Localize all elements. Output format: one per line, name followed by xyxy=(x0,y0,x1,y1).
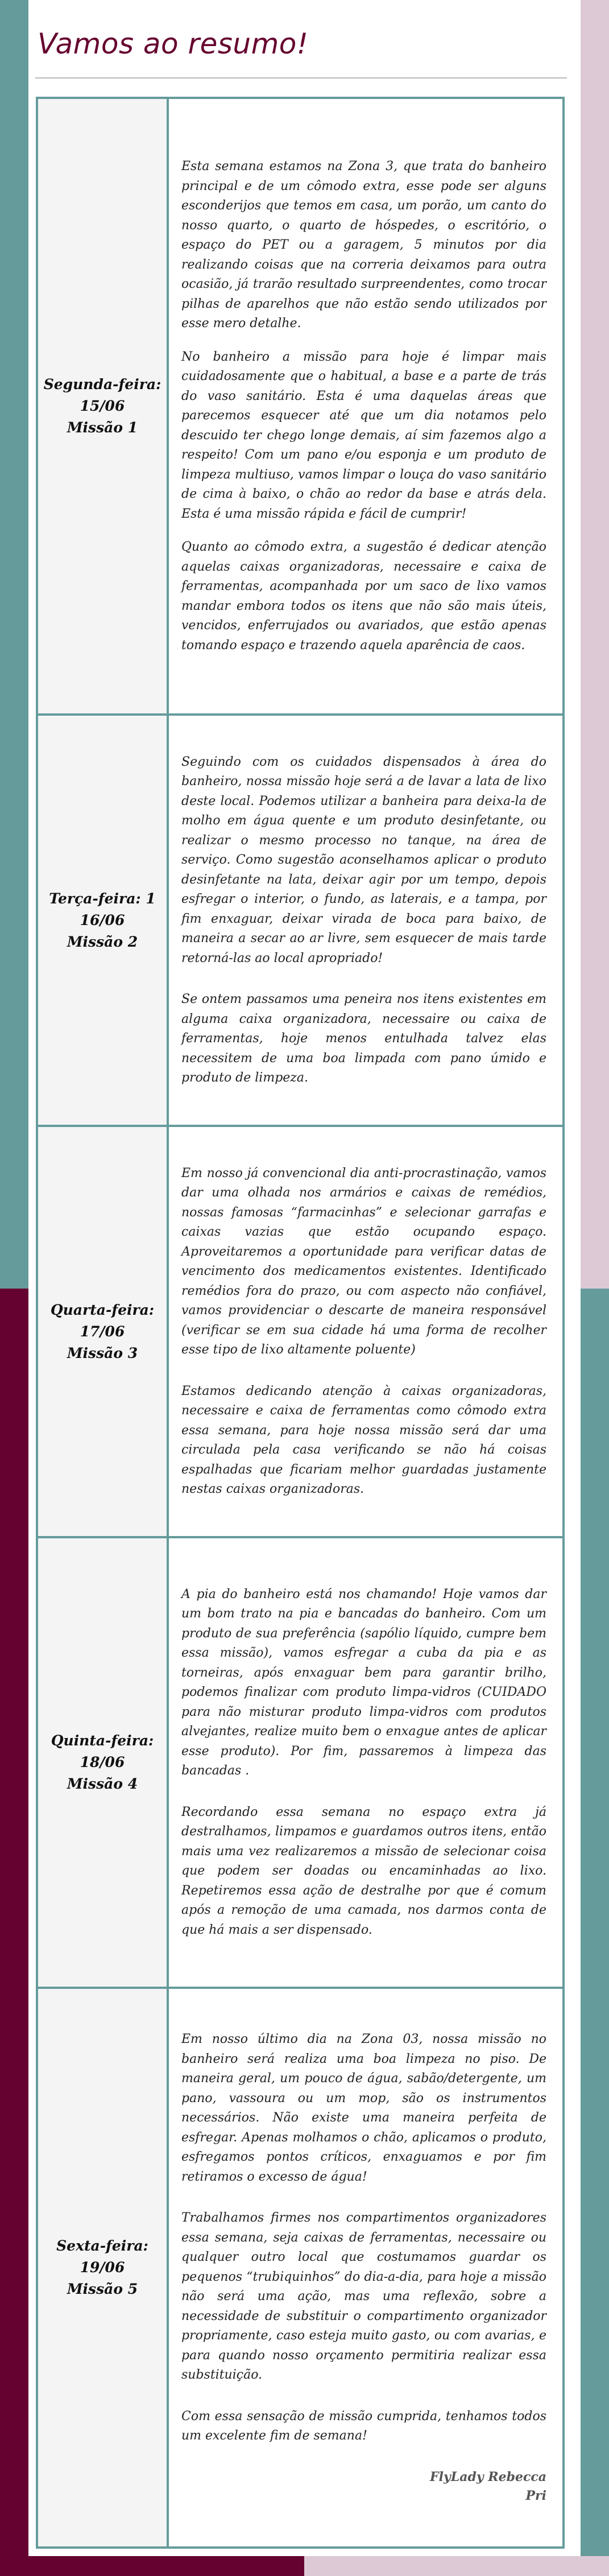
weekly-mission-table xyxy=(36,97,565,2549)
mission-paragraph: Em nosso já convencional dia anti-procrastinação, vamos dar uma olhada nos armários e caixas de remédios, nossas famosas “farmacinhas” e selecionar garrafas e caixas vazias que estão ocupando espaço. Aproveitaremos a oportunidade para verificar datas de vencimento dos medicamentos existentes. Identificado remédios fora do prazo, ou com aspecto não confiável, vamos providenciar o descarte de maneira responsável (verificar se em sua cidade há uma forma de recolher esse tipo de lixo altamente poluente) xyxy=(181,1166,546,1357)
day-date: 15/06 xyxy=(80,398,125,414)
day-mission: Missão 2 xyxy=(67,933,138,950)
day-weekday: Segunda-feira: xyxy=(43,376,161,393)
day-label xyxy=(43,374,162,439)
day-mission: Missão 4 xyxy=(67,1776,138,1792)
table-row xyxy=(37,1537,564,1988)
day-mission: Missão 3 xyxy=(67,1344,138,1361)
background-stripe-right-teal xyxy=(581,1289,609,2576)
mission-paragraph: Estamos dedicando atenção à caixas organizadoras, necessaire e caixa de ferramentas como cômodo extra essa semana, para hoje nossa missão será dar uma circulada pela casa verificando se não há coisas espalhadas que ficariam melhor guardadas justamente nestas caixas organizadoras. xyxy=(181,1384,546,1496)
background-stripe-left-maroon xyxy=(0,1289,28,2576)
mission-paragraph: Em nosso último dia na Zona 03, nossa missão no banheiro será realiza uma boa limpeza no piso. De maneira geral, um pouco de água, sabão/detergente, um pano, vassoura ou um mop, são os instrumentos necessários. Não existe uma maneira perfeita de esfregar. Apenas molhamos o chão, aplicamos o produto, esfregamos pontos críticos, enxaguamos e por fim retiramos o excesso de água! xyxy=(181,2032,546,2184)
signature-author: FlyLady Rebecca xyxy=(429,2469,546,2484)
day-cell-wednesday xyxy=(37,1126,168,1537)
mission-paragraph: Trabalhamos firmes nos compartimentos organizadores essa semana, seja caixas de ferramentas, necessaire ou qualquer outro local que costumamos guardar os pequenos “trubiquinhos” do dia-a-dia, para hoje a missão não será uma ação, mas uma reflexão, sobre a necessidade de substituir o compartimento organizador propriamente, caso esteja muito gasto, ou com avarias, e para quando nosso orçamento permitiria realizar essa substituição. xyxy=(181,2211,546,2383)
background-stripe-right-pink xyxy=(581,0,609,1289)
day-label xyxy=(43,1299,162,1364)
signature xyxy=(181,2468,546,2505)
day-date: 18/06 xyxy=(80,1754,125,1770)
table-row xyxy=(37,715,564,1126)
day-label xyxy=(43,2235,162,2300)
footer-band-maroon xyxy=(0,2556,304,2576)
footer-band-pink xyxy=(304,2556,609,2576)
day-cell-monday xyxy=(37,98,168,715)
background-stripe-left-teal xyxy=(0,0,28,1289)
day-label xyxy=(43,888,162,953)
mission-text-cell xyxy=(168,715,564,1126)
mission-paragraph: Esta semana estamos na Zona 3, que trata do banheiro principal e de um cômodo extra, esse pode ser alguns esconderijos que temos em casa, um porão, um canto do nosso quarto, o quarto de hóspedes, o escritório, o espaço do PET ou a garagem, 5 minutos por dia realizando coisas que na correria deixamos para outra ocasião, já trarão resultado surpreendentes, como trocar pilhas de aparelhos que não estão sendo utilizados por esse mero detalhe. xyxy=(181,159,546,331)
mission-text-cell xyxy=(168,1988,564,2548)
day-weekday: Terça-feira: 1 xyxy=(49,890,156,907)
mission-paragraph: No banheiro a missão para hoje é limpar mais cuidadosamente que o habitual, a base e a parte de trás do vaso sanitário. Esta é uma daquelas áreas que parecemos esquecer até que um dia notamos pelo descuido ter chego longe demais, aí sim fazemos algo a respeito! Com um pano e/ou esponja e um produto de limpeza multiuso, vamos limpar o louça do vaso sanitário de cima à baixo, o chão ao redor da base e atrás dela. Esta é uma missão rápida e fácil de cumprir! xyxy=(181,349,546,521)
mission-text-cell xyxy=(168,1126,564,1537)
mission-text-cell xyxy=(168,1537,564,1988)
title-divider xyxy=(35,77,567,79)
table-row xyxy=(37,98,564,715)
table-row xyxy=(37,1126,564,1537)
mission-paragraph: Com essa sensação de missão cumprida, tenhamos todos um excelente fim de semana! xyxy=(181,2409,546,2443)
day-weekday: Quarta-feira: xyxy=(50,1301,155,1318)
mission-paragraph: Recordando essa semana no espaço extra já destralhamos, limpamos e guardamos outros itens, então mais uma vez realizaremos a missão de selecionar coisa que podem ser doadas ou encaminhadas ao lixo. Repetiremos essa ação de destralhe por que é comum após a remoção de uma camada, nos darmos conta de que há mais a ser dispensado. xyxy=(181,1805,546,1937)
day-date: 19/06 xyxy=(80,2259,125,2276)
day-date: 17/06 xyxy=(80,1323,125,1340)
mission-paragraph: Se ontem passamos uma peneira nos itens existentes em alguma caixa organizadora, necessaire ou caixa de ferramentas, hoje menos entulhada talvez elas necessitem de uma boa limpada com pano úmido e produto de limpeza. xyxy=(181,992,546,1085)
mission-text-cell xyxy=(168,98,564,715)
day-weekday: Quinta-feira: xyxy=(51,1732,154,1749)
day-mission: Missão 5 xyxy=(67,2281,138,2297)
mission-paragraph: Seguindo com os cuidados dispensados à área do banheiro, nossa missão hoje será a de lavar a lata de lixo deste local. Podemos utilizar a banheira para deixa-la de molho em água quente e um produto desinfetante, ou realizar o mesmo processo no tanque, na área de serviço. Como sugestão aconselhamos aplicar o produto desinfetante na lata, deixar agir por um tempo, depois esfregar o interior, o fundo, as laterais, e a tampa, por fim enxaguar, deixar virada de boca para baixo, de maneira a secar ao ar livre, sem esquecer de mais tarde retorná-las ao local apropriado! xyxy=(181,754,546,965)
content-panel xyxy=(28,0,581,2556)
table-row xyxy=(37,1988,564,2548)
day-cell-friday xyxy=(37,1988,168,2548)
day-date: 16/06 xyxy=(80,911,125,928)
mission-paragraph: A pia do banheiro está nos chamando! Hoje vamos dar um bom trato na pia e bancadas do banheiro. Com um produto de sua preferência (sapólio líquido, cumpre bem essa missão), vamos esfregar a cuba da pia e as torneiras, após enxaguar bem para garantir brilho, podemos finalizar com produto limpa-vidros (CUIDADO para não misturar produto limpa-vidros com produtos alvejantes, realize muito bem o enxague antes de aplicar esse produto). Por fim, passaremos à limpeza das bancadas . xyxy=(181,1587,546,1778)
page-title: Vamos ao resumo! xyxy=(38,27,309,60)
day-cell-thursday xyxy=(37,1537,168,1988)
mission-paragraph: Quanto ao cômodo extra, a sugestão é dedicar atenção aquelas caixas organizadoras, necessaire e caixa de ferramentas, acompanhada por um saco de lixo vamos mandar embora todos os itens que não são mais úteis, vencidos, enferrujados ou avariados, que estão apenas tomando espaço e trazendo aquela aparência de caos. xyxy=(181,540,546,653)
signature-name: Pri xyxy=(525,2488,546,2503)
day-label xyxy=(43,1730,162,1795)
day-weekday: Sexta-feira: xyxy=(56,2238,148,2254)
day-cell-tuesday xyxy=(37,715,168,1126)
day-mission: Missão 1 xyxy=(67,419,138,436)
